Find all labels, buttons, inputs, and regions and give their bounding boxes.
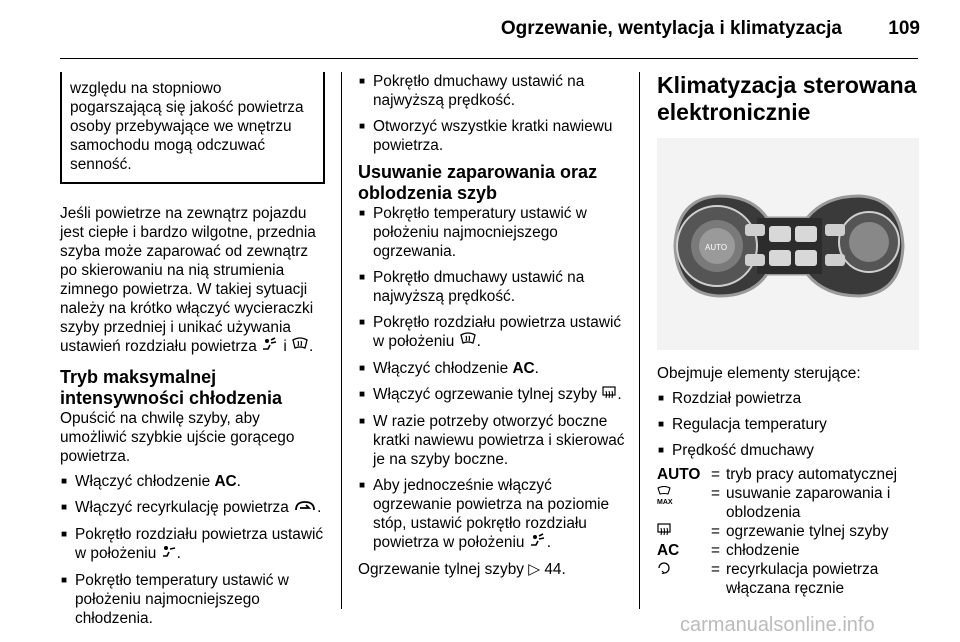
list-item: ■ Włączyć ogrzewanie tylnej szyby . bbox=[358, 385, 630, 405]
list-item-text: Włączyć recyrkulację powietrza bbox=[75, 499, 289, 516]
list-item bbox=[60, 571, 325, 628]
header-title: Ogrzewanie, wentylacja i klimatyzacja bbox=[500, 18, 842, 39]
max-cooling-steps bbox=[60, 472, 325, 628]
ac-label: AC bbox=[512, 360, 535, 377]
max-label: MAX bbox=[657, 499, 673, 506]
legend-row bbox=[657, 484, 919, 522]
legend-row bbox=[657, 465, 919, 484]
cross-reference bbox=[358, 560, 630, 579]
list-item: ■ Prędkość dmuchawy bbox=[657, 441, 919, 460]
reference-arrow-icon: ▷ bbox=[528, 561, 541, 578]
warning-text: względu na stopniowo pogarszającą się jakość powietrza osoby przebywające we wnętrzu samochodu mogą odczuwać senność. bbox=[70, 80, 304, 173]
climate-control-panel-photo bbox=[657, 138, 919, 350]
legend-equals: = bbox=[711, 466, 720, 483]
legend-key-ac: AC bbox=[657, 542, 680, 559]
paragraph-humidity-text: Jeśli powietrze na zewnątrz pojazdu jest ciepłe i bardzo wilgotne, przednia szyba może zaparować od zewnątrz po skierowaniu na nią strumienia zimnego powietrza. W takiej sytuacji należy na krótko włączyć wycieraczki szyby przedniej i unikać używania ustawień rozdziału powietrza bbox=[60, 205, 316, 355]
recirculation-icon bbox=[293, 499, 317, 518]
list-item: ■ Aby jednocześnie włączyć ogrzewanie powietrza na poziomie stóp, ustawić pokrętło rozdziału powietrza w położeniu . bbox=[358, 476, 630, 553]
legend-value: tryb pracy automatycznej bbox=[726, 466, 898, 483]
list-item-text: Aby jednocześnie włączyć ogrzewanie powietrza na poziomie stóp, ustawić pokrętło rozdziału powietrza w położeniu bbox=[373, 477, 610, 551]
list-item: ■ Pokrętło dmuchawy ustawić na najwyższą prędkość. bbox=[358, 268, 630, 306]
max-cooling-steps-continued bbox=[358, 72, 630, 155]
warning-box bbox=[60, 72, 325, 184]
list-item: ■ W razie potrzeby otworzyć boczne kratki nawiewu powietrza i skierować je na szyby boczne. bbox=[358, 412, 630, 469]
controls-list bbox=[657, 389, 919, 460]
column-divider-2 bbox=[639, 72, 640, 609]
legend-value: chłodzenie bbox=[726, 542, 800, 559]
list-item-text: Pokrętło rozdziału powietrza ustawić w położeniu bbox=[75, 526, 324, 562]
column-1 bbox=[60, 72, 325, 635]
legend-key-recirculation bbox=[657, 560, 711, 598]
list-item-text: Włączyć chłodzenie bbox=[373, 360, 509, 377]
legend-value: usuwanie zaparowania i oblodzenia bbox=[726, 485, 891, 521]
list-item: ■ Pokrętło rozdziału powietrza ustawić w położeniu . bbox=[358, 313, 630, 352]
section-intro-max-cooling: Opuścić na chwilę szyby, aby umożliwić szybkie ujście gorącego powietrza. bbox=[60, 410, 295, 465]
windscreen-defrost-icon bbox=[291, 337, 309, 357]
paragraph-humidity-and: i bbox=[283, 338, 287, 355]
list-item: ■ Pokrętło rozdziału powietrza ustawić w położeniu . bbox=[60, 525, 325, 564]
section-title-max-cooling: Tryb maksymalnej intensywności chłodzenia bbox=[60, 367, 283, 408]
list-item: ■ Pokrętło temperatury ustawić w położeniu najmocniejszego ogrzewania. bbox=[358, 204, 630, 261]
legend-key-auto: AUTO bbox=[657, 466, 701, 483]
legend-value: recyrkulacja powietrza włączana ręcznie bbox=[726, 561, 879, 597]
ac-label: AC bbox=[214, 473, 237, 490]
page-number: 109 bbox=[888, 18, 920, 39]
legend-equals: = bbox=[711, 542, 720, 559]
list-item-text: Pokrętło rozdziału powietrza ustawić w położeniu bbox=[373, 314, 622, 350]
air-distribution-windscreen-footwell-icon bbox=[261, 337, 279, 357]
page-header bbox=[0, 0, 960, 60]
list-item-text: Włączyć ogrzewanie tylnej szyby bbox=[373, 386, 598, 403]
list-item-text: Pokrętło temperatury ustawić w położeniu najmocniejszego chłodzenia. bbox=[75, 572, 289, 627]
legend-row bbox=[657, 541, 919, 560]
list-item: ■ Włączyć chłodzenie AC. bbox=[358, 359, 630, 378]
controls-intro: Obejmuje elementy sterujące: bbox=[657, 365, 861, 382]
list-item: ■ Otworzyć wszystkie kratki nawiewu powietrza. bbox=[358, 117, 630, 155]
windscreen-defrost-icon bbox=[459, 332, 477, 352]
column-3 bbox=[657, 72, 919, 598]
column-divider-1 bbox=[341, 72, 342, 609]
legend-row bbox=[657, 560, 919, 598]
auto-button-label: AUTO bbox=[705, 243, 728, 252]
air-distribution-face-icon bbox=[161, 544, 177, 564]
max-defrost-icon bbox=[657, 486, 671, 495]
rear-window-heating-icon bbox=[601, 386, 617, 405]
symbol-legend bbox=[657, 465, 919, 598]
recirculation-icon bbox=[657, 562, 671, 574]
legend-value: ogrzewanie tylnej szyby bbox=[726, 523, 889, 540]
column-2 bbox=[358, 72, 630, 589]
section-title-auto-climate: Klimatyzacja sterowana elektronicznie bbox=[657, 72, 917, 125]
legend-key-max-defrost bbox=[657, 484, 711, 522]
defog-steps bbox=[358, 204, 630, 553]
legend-row bbox=[657, 522, 919, 541]
list-item: ■ Pokrętło dmuchawy ustawić na najwyższą prędkość. bbox=[358, 72, 630, 110]
list-item: ■ Rozdział powietrza bbox=[657, 389, 919, 408]
section-title-defog: Usuwanie zaparowania oraz oblodzenia szyb bbox=[358, 162, 598, 203]
cross-reference-page[interactable]: 44. bbox=[544, 561, 566, 578]
list-item-text: Włączyć chłodzenie bbox=[75, 473, 211, 490]
cross-reference-text: Ogrzewanie tylnej szyby bbox=[358, 561, 524, 578]
rear-window-heating-icon bbox=[657, 523, 671, 536]
list-item: ■ Włączyć recyrkulację powietrza . bbox=[60, 498, 325, 518]
list-item: ■ Włączyć chłodzenie AC. bbox=[60, 472, 325, 491]
legend-equals: = bbox=[711, 523, 720, 540]
legend-equals: = bbox=[711, 485, 720, 502]
list-item: ■ Regulacja temperatury bbox=[657, 415, 919, 434]
paragraph-humidity: Jeśli powietrze na zewnątrz pojazdu jest ciepłe i bardzo wilgotne, przednia szyba może zaparować od zewnątrz po skierowaniu na nią strumienia zimnego powietrza. W takiej sytuacji należy na krótko włączyć wycieraczki szyby przedniej i unikać używania ustawień rozdziału powietrza i . bbox=[60, 205, 316, 355]
climate-panel-illustration bbox=[657, 138, 919, 350]
header-rule bbox=[60, 58, 918, 59]
legend-key-rear-window bbox=[657, 522, 711, 541]
watermark: carmanualsonline.info bbox=[680, 614, 875, 636]
air-distribution-windscreen-footwell-icon bbox=[529, 533, 547, 553]
legend-equals: = bbox=[711, 561, 720, 578]
